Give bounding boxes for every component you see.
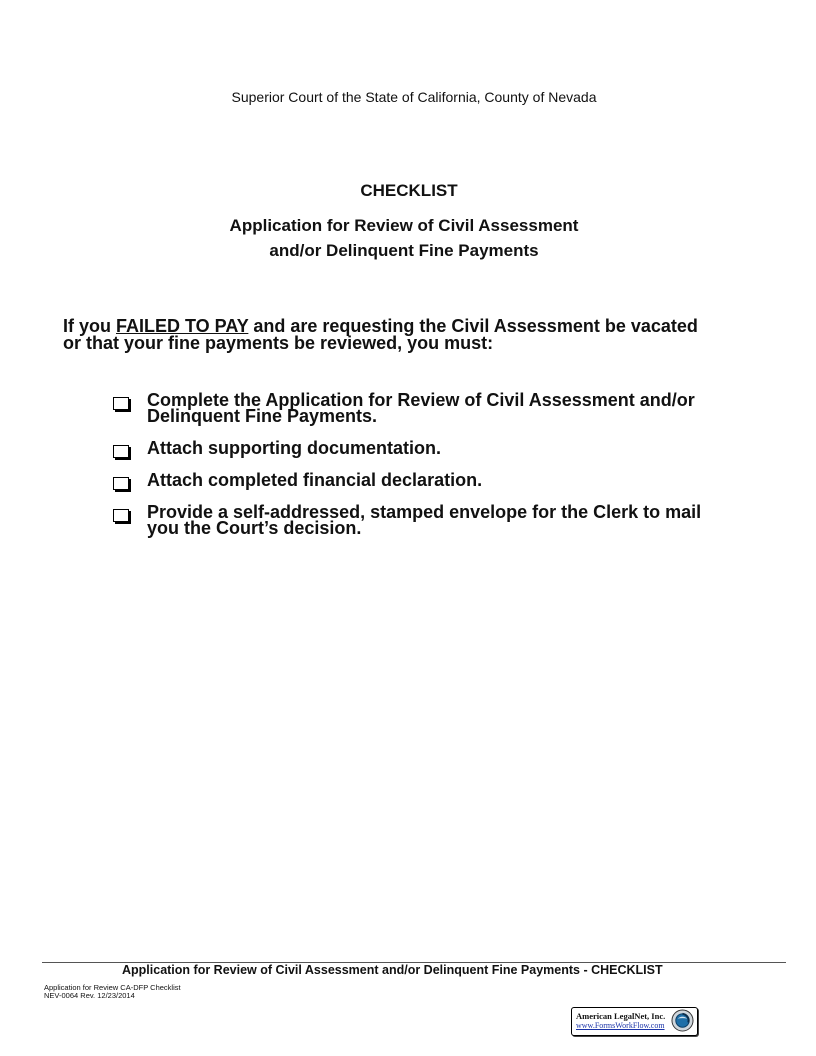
intro-suffix: and are requesting the Civil Assessment be vacated or that your fine payments be reviewed, you must: <box>63 316 698 353</box>
intro-paragraph <box>63 318 703 352</box>
subtitle-line-2: and/or Delinquent Fine Payments <box>269 241 539 260</box>
form-subtitle <box>0 213 808 263</box>
checkbox[interactable] <box>113 397 129 410</box>
intro-prefix: If you <box>63 316 116 336</box>
intro-emphasis: FAILED TO PAY <box>116 316 249 336</box>
footer-title: Application for Review of Civil Assessment and/or Delinquent Fine Payments - CHECKLIST <box>122 963 663 977</box>
checkbox[interactable] <box>113 477 129 490</box>
court-name: Superior Court of the State of California, County of Nevada <box>231 89 597 105</box>
globe-icon <box>671 1009 694 1032</box>
checkbox[interactable] <box>113 509 129 522</box>
checkbox[interactable] <box>113 445 129 458</box>
checklist-item-label: Attach completed financial declaration. <box>147 470 483 490</box>
subtitle-line-1: Application for Review of Civil Assessment <box>229 216 579 235</box>
logo-company: American LegalNet, Inc. <box>576 1011 666 1021</box>
checklist-item-label: Provide a self-addressed, stamped envelope for the Clerk to mail you the Court’s decision. <box>147 502 702 538</box>
footer-form-name: Application for Review CA-DFP Checklist <box>44 983 181 992</box>
page-title: CHECKLIST <box>360 181 458 200</box>
logo-url[interactable]: www.FormsWorkFlow.com <box>576 1021 665 1030</box>
checklist-item-label: Attach supporting documentation. <box>147 438 441 458</box>
publisher-logo[interactable] <box>571 1007 698 1036</box>
footer-form-id: NEV-0064 Rev. 12/23/2014 <box>44 991 135 1000</box>
checklist-item-label: Complete the Application for Review of Civil Assessment and/or Delinquent Fine Payments. <box>147 390 695 426</box>
